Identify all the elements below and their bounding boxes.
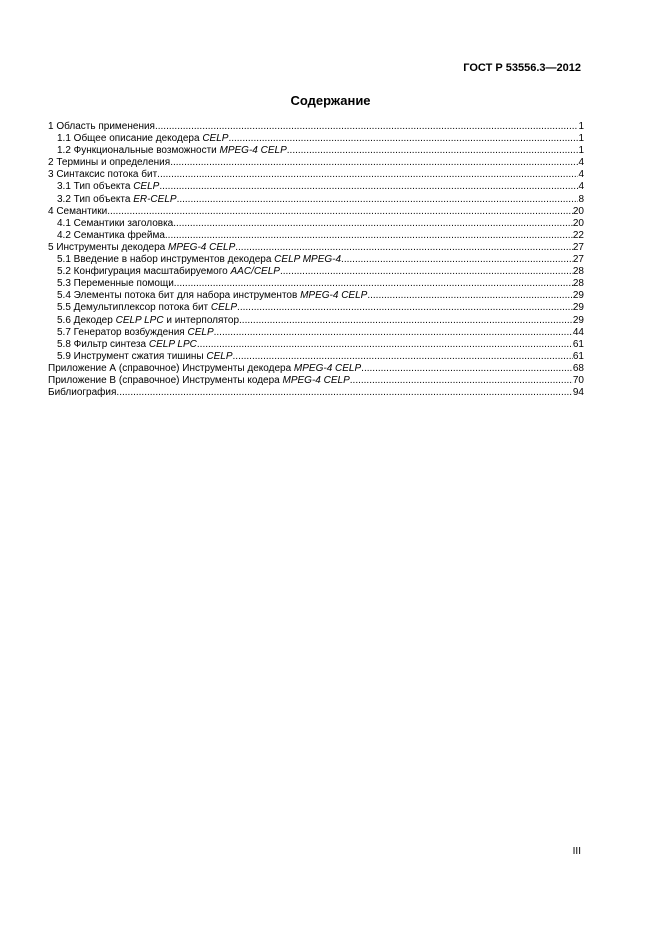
toc-entry[interactable] [48, 266, 584, 278]
toc-entry-leader-dots [170, 157, 578, 169]
toc-entry-label [57, 194, 177, 206]
toc-entry-page: 61 [572, 338, 584, 350]
toc-entry-label-text: Библиография [48, 387, 117, 399]
toc-entry[interactable] [48, 242, 584, 254]
toc-entry-page: 4 [578, 181, 584, 193]
toc-entry-page: 29 [572, 314, 584, 326]
toc-entry-label-italic: MPEG-4 CELP [168, 241, 236, 253]
toc-entry-label [57, 218, 173, 230]
toc-entry-leader-dots [174, 278, 573, 290]
toc-entry-label-text: 5.1 Введение в набор инструментов декодера [57, 254, 275, 266]
toc-entry[interactable] [48, 181, 584, 193]
toc-entry-page: 70 [572, 374, 584, 386]
toc-entry[interactable] [48, 302, 584, 314]
toc-entry-label-text: 1 Область применения [48, 121, 155, 132]
toc-entry-page: 44 [572, 326, 584, 338]
toc-entry-label [57, 339, 197, 351]
toc-entry-page: 68 [572, 362, 584, 374]
toc-entry-page: 61 [572, 350, 584, 362]
toc-entry[interactable] [48, 315, 584, 327]
toc-entry-leader-dots [237, 302, 573, 314]
toc-entry-label-italic: AAC/CELP [230, 266, 280, 278]
toc-entry-page: 22 [572, 229, 584, 241]
toc-entry-label-text: и интерполятор [163, 314, 240, 326]
toc-entry-label-text: 5.6 Декодер [57, 314, 116, 326]
toc-entry-label-italic: CELP LPC [148, 338, 197, 350]
toc-entry-label-text: 5 Инструменты декодера [48, 241, 168, 253]
toc-entry-label-text: Приложение В (справочное) Инструменты кодера [48, 374, 283, 386]
toc-entry-label-text: 5.3 Переменные помощи [57, 278, 174, 290]
toc-entry-label [57, 327, 214, 339]
toc-entry[interactable] [48, 387, 584, 399]
toc-entry-page: 29 [572, 302, 584, 314]
toc-entry-leader-dots [287, 145, 579, 157]
toc-entry-label-text: 5.8 Фильтр синтеза [57, 338, 149, 350]
toc-entry[interactable] [48, 363, 584, 375]
toc-entry-label [57, 181, 159, 193]
toc-entry-label-text: 5.2 Конфигурация масштабируемого [57, 266, 231, 278]
toc-entry[interactable] [48, 339, 584, 351]
toc-entry-label [57, 254, 341, 266]
toc-entry[interactable] [48, 230, 584, 242]
toc-entry-leader-dots [367, 290, 573, 302]
toc-entry-page: 20 [572, 217, 584, 229]
standard-id: ГОСТ Р 53556.3—2012 [463, 62, 581, 74]
toc-entry-page: 1 [578, 145, 584, 157]
toc-entry-label-text: Приложение А (справочное) Инструменты декодера [48, 362, 294, 374]
toc-entry-label-italic: CELP [206, 350, 233, 362]
toc-entry-label-italic: CELP [133, 181, 160, 193]
toc-entry-page: 28 [572, 266, 584, 278]
toc-entry[interactable] [48, 375, 584, 387]
toc-entry-label-text: 2 Термины и определения [48, 157, 171, 169]
toc-entry-page: 29 [572, 290, 584, 302]
toc-entry-label-italic: CELP [210, 302, 238, 314]
toc-entry-page: 4 [578, 169, 584, 181]
toc-entry-page: 8 [578, 193, 584, 205]
page-number: III [572, 846, 581, 857]
toc-entry-label-text: 3.1 Тип объекта [57, 181, 134, 193]
toc-entry-label-text: 1.2 Функциональные возможности [57, 145, 220, 157]
toc-entry-page: 1 [578, 121, 584, 132]
toc-entry-leader-dots [155, 121, 578, 133]
toc-entry-label [48, 387, 116, 399]
toc-entry-leader-dots [280, 266, 573, 278]
toc-title: Содержание [290, 93, 371, 108]
toc-entry[interactable] [48, 121, 584, 133]
toc-entry-label [57, 302, 237, 314]
toc-entry-page: 27 [572, 254, 584, 266]
toc-entry-label [48, 206, 107, 218]
toc-entry-label-italic: CELP LPC [115, 314, 164, 326]
toc-entry[interactable] [48, 278, 584, 290]
toc-entry-label-italic: CELP [202, 133, 229, 145]
toc-entry-label [57, 266, 280, 278]
toc-entry-label-text: 4.1 Семантики заголовка [57, 217, 174, 229]
toc-entry-label [57, 230, 165, 242]
toc-entry-label [57, 145, 287, 157]
toc-entry[interactable] [48, 157, 584, 169]
toc-entry-page: 1 [578, 133, 584, 145]
toc-entry-label [48, 121, 155, 133]
toc-entry-label [48, 363, 361, 375]
toc-entry-page: 20 [572, 205, 584, 217]
toc-entry-label-text: 4.2 Семантика фрейма [57, 229, 165, 241]
toc-entry[interactable] [48, 351, 584, 363]
toc-entry[interactable] [48, 145, 584, 157]
toc-entry-label-italic: MPEG-4 CELP [293, 362, 362, 374]
toc-entry-label-text: 5.5 Демультиплексор потока бит [57, 302, 211, 314]
toc-entry-leader-dots [165, 230, 573, 242]
toc-entry-label-text: 5.9 Инструмент сжатия тишины [57, 350, 207, 362]
toc-entry[interactable] [48, 254, 584, 266]
toc-entry-page: 4 [578, 157, 584, 169]
toc-entry-label [57, 278, 174, 290]
toc-entry-leader-dots [235, 242, 573, 254]
table-of-contents [48, 121, 584, 399]
toc-entry-leader-dots [177, 194, 579, 206]
toc-entry-label [48, 169, 157, 181]
toc-entry[interactable] [48, 194, 584, 206]
toc-entry-leader-dots [341, 254, 573, 266]
toc-entry-leader-dots [197, 339, 573, 351]
toc-entry[interactable] [48, 327, 584, 339]
toc-entry-label-italic: MPEG-4 CELP [219, 145, 287, 157]
toc-entry-label-text: 5.7 Генератор возбуждения [57, 326, 188, 338]
toc-entry[interactable] [48, 218, 584, 230]
toc-entry[interactable] [48, 169, 584, 181]
toc-entry-label-italic: CELP [187, 326, 214, 338]
toc-entry-page: 94 [572, 387, 584, 399]
toc-entry-label-italic: ER-CELP [133, 193, 177, 205]
toc-entry[interactable] [48, 133, 584, 145]
toc-entry-label [57, 290, 367, 302]
toc-entry-leader-dots [350, 375, 573, 387]
toc-entry-label [48, 242, 235, 254]
toc-entry-label-text: 4 Семантики [48, 205, 108, 217]
toc-entry[interactable] [48, 290, 584, 302]
toc-entry-leader-dots [107, 206, 573, 218]
toc-entry-label-text: 5.4 Элементы потока бит для набора инструментов [57, 290, 301, 302]
toc-entry-leader-dots [157, 169, 578, 181]
toc-entry-label-italic: CELP MPEG-4 [274, 254, 342, 266]
toc-entry-label [48, 157, 170, 169]
toc-entry-label-text: 3.2 Тип объекта [57, 193, 134, 205]
toc-entry-leader-dots [116, 387, 572, 399]
toc-entry-label-italic: MPEG-4 CELP [282, 374, 350, 386]
toc-entry-label [57, 351, 233, 363]
toc-entry-leader-dots [173, 218, 573, 230]
toc-entry-page: 28 [572, 278, 584, 290]
toc-entry-label [48, 375, 350, 387]
toc-entry-leader-dots [239, 315, 573, 327]
toc-entry-label-text: 3 Синтаксис потока бит [48, 169, 158, 181]
toc-entry[interactable] [48, 206, 584, 218]
toc-entry-label-text: 1.1 Общее описание декодера [57, 133, 203, 145]
toc-entry-leader-dots [159, 181, 578, 193]
toc-entry-label-italic: MPEG-4 CELP [300, 290, 368, 302]
toc-entry-label [57, 133, 228, 145]
toc-entry-leader-dots [228, 133, 578, 145]
toc-entry-leader-dots [233, 351, 573, 363]
toc-entry-leader-dots [214, 327, 573, 339]
toc-entry-label [57, 315, 239, 327]
toc-entry-page: 27 [572, 241, 584, 253]
toc-entry-leader-dots [361, 363, 573, 375]
